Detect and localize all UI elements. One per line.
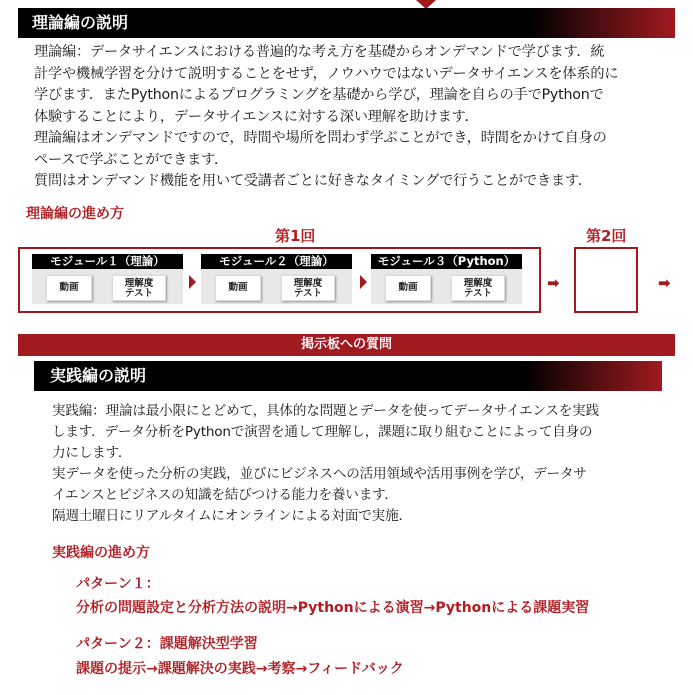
practice-line: します．データ分析をPythonで演習を通して理解し，課題に取り組むことによって自身の bbox=[52, 424, 593, 440]
module-title: モジュール２（理論） bbox=[201, 254, 352, 269]
bulletin-board-questions-bar[interactable]: 掲示板への質問 bbox=[18, 334, 675, 356]
module-body bbox=[201, 269, 352, 304]
theory-line: 学びます．またPythonによるプログラミングを基礎から学び，理論を自らの手でPythonで bbox=[34, 87, 604, 103]
theory-line: 理論編はオンデマンドですので，時間や場所を問わず学ぶことができ，時間をかけて自身の bbox=[34, 130, 607, 146]
video-button[interactable]: 動画 bbox=[215, 275, 261, 301]
theory-description bbox=[34, 42, 674, 193]
module-title: モジュール３（Python） bbox=[371, 254, 522, 269]
pattern-1-steps: 分析の問題設定と分析方法の説明→Pythonによる演習→Pythonによる課題実習 bbox=[76, 600, 590, 616]
module-1 bbox=[32, 254, 183, 304]
comprehension-test-button[interactable] bbox=[281, 275, 335, 301]
practice-flow-title: 実践編の進め方 bbox=[52, 545, 150, 561]
test-label-line2: テスト bbox=[124, 287, 154, 299]
video-button[interactable]: 動画 bbox=[385, 275, 431, 301]
comprehension-test-button[interactable] bbox=[112, 275, 166, 301]
right-arrow-icon: ➡ bbox=[658, 274, 671, 292]
round-2-label: 第2回 bbox=[586, 227, 627, 245]
pattern-2-steps: 課題の提示→課題解決の実践→考察→フィードバック bbox=[76, 661, 404, 677]
practice-line: 実データを使った分析の実践，並びにビジネスへの活用領域や活用事例を学び，データサ bbox=[52, 466, 587, 482]
right-arrow-icon: ➡ bbox=[547, 274, 560, 292]
theory-line: 質問はオンデマンド機能を用いて受講者ごとに好きなタイミングで行うことができます． bbox=[34, 173, 592, 189]
module-title: モジュール１（理論） bbox=[32, 254, 183, 269]
test-label-line1: 理解度 bbox=[293, 277, 323, 289]
module-2 bbox=[201, 254, 352, 304]
test-label-line1: 理解度 bbox=[124, 277, 154, 289]
video-button[interactable]: 動画 bbox=[46, 275, 92, 301]
practice-line: 力にします． bbox=[52, 445, 132, 461]
round-2-box bbox=[574, 247, 638, 313]
practice-line: 実践編：理論は最小限にとどめて，具体的な問題とデータを使ってデータサイエンスを実践 bbox=[52, 403, 599, 419]
test-label-line2: テスト bbox=[463, 287, 493, 299]
module-3 bbox=[371, 254, 522, 304]
theory-line: 体験することにより，データサイエンスに対する深い理解を助けます． bbox=[34, 108, 479, 125]
theory-line: 理論編：データサイエンスにおける普遍的な考え方を基礎からオンデマンドで学びます．統 bbox=[34, 44, 605, 60]
theory-flow-title: 理論編の進め方 bbox=[26, 206, 124, 222]
pattern-1-title: パターン１： bbox=[76, 576, 160, 592]
pattern-2-title: パターン２：課題解決型学習 bbox=[76, 636, 258, 652]
triangle-arrow-icon bbox=[189, 275, 196, 289]
theory-line: 計学や機械学習を分けて説明することをせず，ノウハウではないデータサイエンスを体系的に bbox=[34, 65, 619, 82]
practice-section-header: 実践編の説明 bbox=[34, 361, 662, 391]
module-body bbox=[32, 269, 183, 304]
practice-line: 隔週土曜日にリアルタイムにオンラインによる対面で実施． bbox=[52, 508, 412, 524]
test-label-line2: テスト bbox=[293, 287, 323, 299]
comprehension-test-button[interactable] bbox=[451, 275, 505, 301]
theory-line: ペースで学ぶことができます． bbox=[34, 151, 228, 168]
round-1-label: 第1回 bbox=[275, 227, 316, 245]
test-label-line1: 理解度 bbox=[463, 277, 493, 289]
triangle-arrow-icon bbox=[360, 275, 367, 289]
module-body bbox=[371, 269, 522, 304]
theory-section-header: 理論編の説明 bbox=[18, 8, 675, 38]
practice-line: イエンスとビジネスの知識を結びつける能力を養います． bbox=[52, 487, 398, 503]
practice-description bbox=[52, 401, 662, 527]
